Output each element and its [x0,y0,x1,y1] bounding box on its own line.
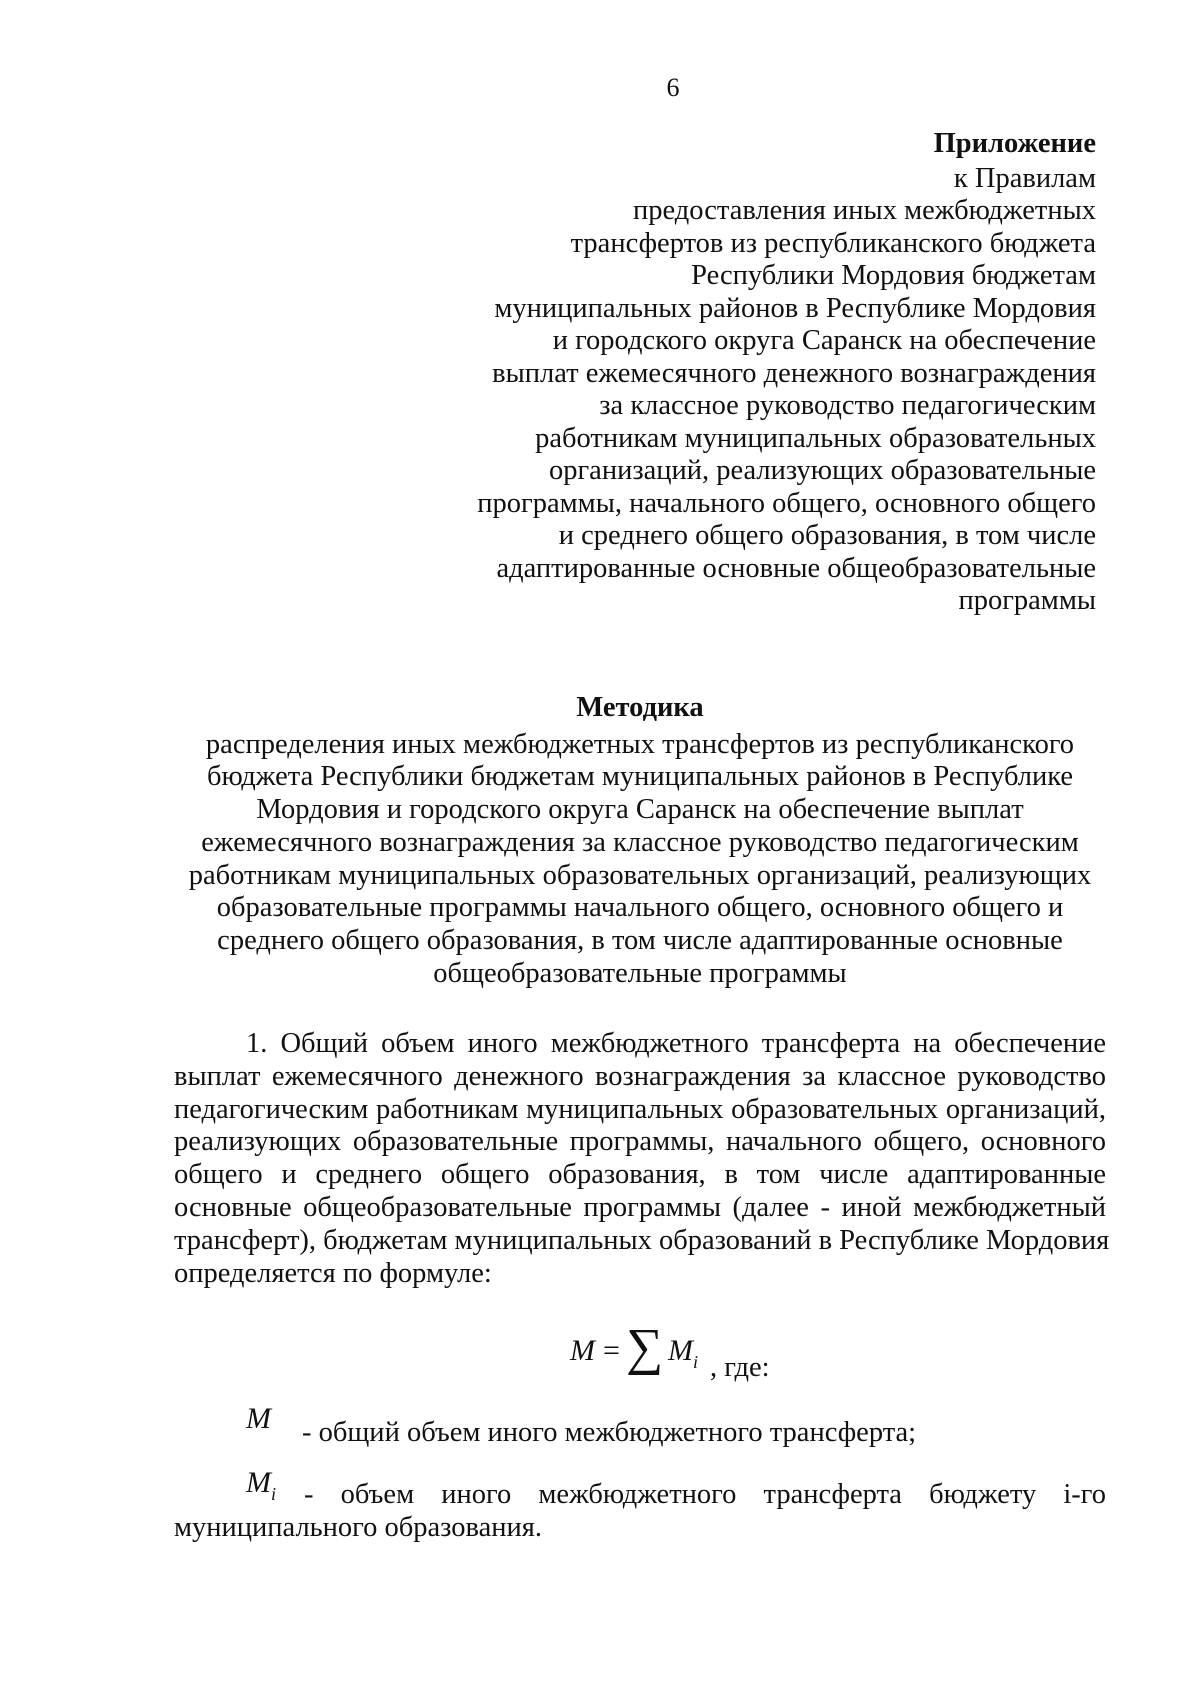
appendix-line: предоставления иных межбюджетных [633,195,1096,226]
method-subtitle-line: среднего общего образования, в том числе адаптированные основные [217,924,1063,956]
paragraph-line: определяется по формуле: [174,1257,492,1289]
method-title: Методика [576,692,704,723]
paragraph-line: трансферт), бюджетам муниципальных образований в Республике Мордовия [174,1224,1110,1256]
appendix-line: организаций, реализующих образовательные [548,455,1096,486]
appendix-title: Приложение [933,128,1096,159]
method-heading [170,692,1110,990]
appendix-line: выплат ежемесячного денежного вознаграждения [492,357,1096,389]
definition-symbol: M [246,1402,271,1435]
method-subtitle-line: работникам муниципальных образовательных организаций, реализующих [188,859,1092,891]
paragraph-line: общего и среднего общего образования, в том числе адаптированные [174,1159,1106,1191]
method-subtitle-line: общеобразовательные программы [433,957,847,989]
sum-symbol: ∑ [626,1319,664,1376]
page-number: 6 [666,73,680,102]
definition-text-continuation: муниципального образования. [174,1512,542,1543]
definition-text: - объем иного межбюджетного трансферта бюджету i-го [304,1479,1106,1510]
method-subtitle-line: Мордовия и городского округа Саранск на обеспечение выплат [256,794,1024,826]
formula-equals: = [603,1334,620,1367]
formula-rhs-subscript: i [693,1352,699,1372]
formula-lhs: M [570,1334,595,1367]
paragraph-line: основные общеобразовательные программы (далее - иной межбюджетный [174,1191,1106,1223]
paragraph-1 [174,1028,1110,1290]
formula-suffix: , где: [710,1352,770,1383]
method-subtitle-line: бюджета Республики бюджетам муниципальных районов в Республике [206,761,1074,793]
formula-rhs-symbol: M [668,1334,693,1367]
appendix-line: трансфертов из республиканского бюджета [570,227,1096,259]
appendix-line: программы [958,585,1096,616]
appendix-line: работникам муниципальных образовательных [535,422,1096,454]
method-subtitle-line: распределения иных межбюджетных трансфертов из республиканского [205,728,1075,760]
method-subtitle-line: образовательные программы начального общего, основного общего и [216,892,1064,924]
definition-symbol-subscript: i [271,1484,277,1504]
appendix-line: Республики Мордовия бюджетам [691,260,1096,291]
appendix-header [456,128,1096,618]
appendix-line: к Правилам [953,162,1096,194]
definition-text: - общий объем иного межбюджетного трансферта; [302,1417,917,1448]
paragraph-line: педагогическим работникам муниципальных образовательных организаций, [174,1093,1106,1125]
formula [570,1318,990,1408]
appendix-line: и среднего общего образования, в том числе [558,520,1096,551]
appendix-line: муниципальных районов в Республике Мордовия [494,292,1096,324]
appendix-line: адаптированные основные общеобразовательные [496,552,1096,584]
appendix-line: и городского округа Саранск на обеспечение [552,325,1096,356]
appendix-line: программы, начального общего, основного общего [477,487,1096,519]
paragraph-line: выплат ежемесячного денежного вознаграждения за классное руководство [174,1060,1106,1092]
formula-rhs [668,1334,698,1373]
definition-symbol-letter: M [246,1466,271,1499]
method-subtitle-line: ежемесячного вознаграждения за классное руководство педагогическим [201,826,1079,858]
paragraph-line: реализующих образовательные программы, начального общего, основного [174,1126,1106,1158]
paragraph-line: 1. Общий объем иного межбюджетного трансферта на обеспечение [246,1028,1106,1059]
definition-symbol [246,1466,276,1511]
appendix-line: за классное руководство педагогическим [599,390,1096,421]
